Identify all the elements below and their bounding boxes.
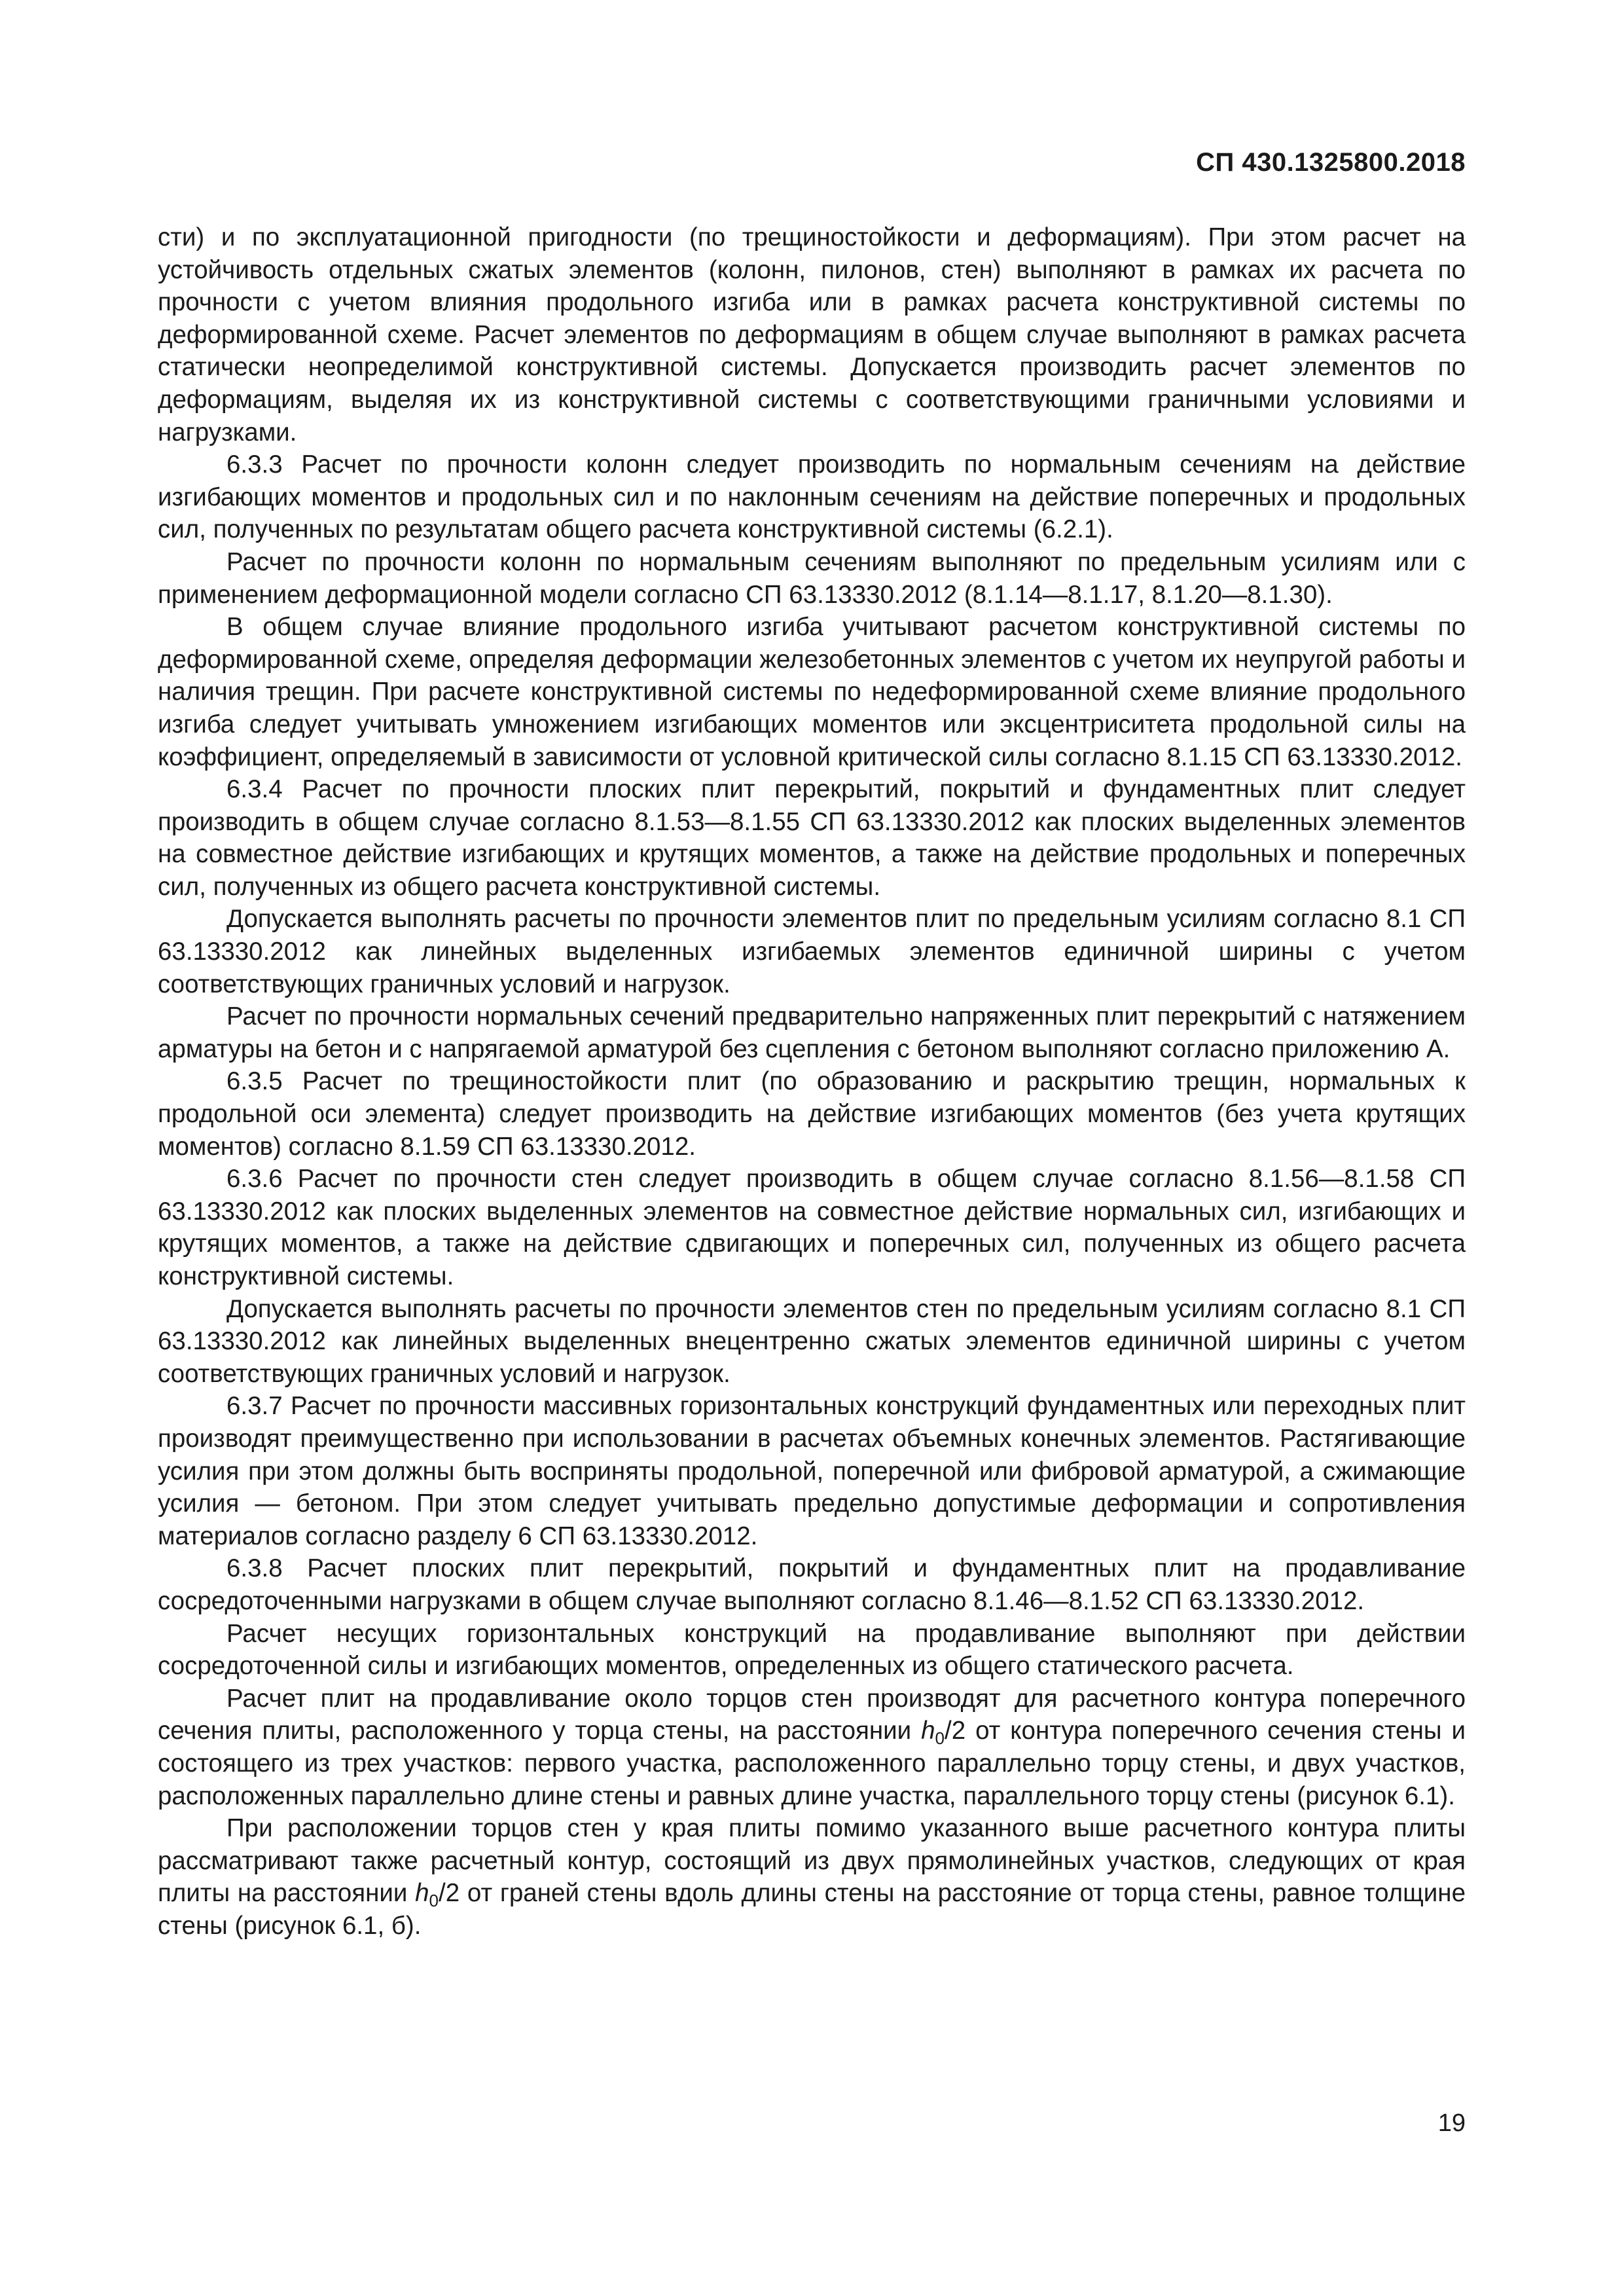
page-number: 19 (1437, 2109, 1466, 2137)
paragraph-wall-limit-forces: Допускается выполнять расчеты по прочности элементов стен по предельным усилиям согласно 8.1 СП 63.13330.2012 как линейных выделенных внецентренно сжатых элементов единичной ширины с учетом соответствующих граничных условий и нагрузок. (158, 1294, 1466, 1388)
document-code: СП 430.1325800.2018 (1196, 148, 1466, 177)
paragraph-6-3-7: 6.3.7 Расчет по прочности массивных горизонтальных конструкций фундаментных или переходных плит производят преимущественно при использовании в расчетах объемных конечных элементов. Растягивающие усилия при этом должны быть восприняты продольной, поперечной или фибровой арматурой, а сжимающие усилия — бетоном. При этом следует учитывать предельно допустимые деформации и сопротивления материалов согласно разделу 6 СП 63.13330.2012. (158, 1392, 1466, 1550)
paragraph-buckling-influence: В общем случае влияние продольного изгиба учитывают расчетом конструктивной системы по деформированной схеме, определяя деформации железобетонных элементов с учетом их неупругой работы и наличия трещин. При расчете конструктивной системы по недеформированной схеме влияние продольного изгиба следует учитывать умножением изгибающих моментов или эксцентриситета продольной силы на коэффициент, определяемый в зависимости от условной критической силы согласно 8.1.15 СП 63.13330.2012. (158, 613, 1466, 771)
paragraph-6-3-4: 6.3.4 Расчет по прочности плоских плит перекрытий, покрытий и фундаментных плит следует производить в общем случае согласно 8.1.53—8.1.55 СП 63.13330.2012 как плоских выделенных элементов на совместное действие изгибающих и крутящих моментов, а также на действие продольных и поперечных сил, полученных из общего расчета конструктивной системы. (158, 775, 1466, 901)
paragraph-6-3-6: 6.3.6 Расчет по прочности стен следует производить в общем случае согласно 8.1.56—8.1.58 СП 63.13330.2012 как плоских выделенных элементов на совместное действие нормальных сил, изгибающих и крутящих моментов, а также на действие сдвигающих и поперечных сил, полученных из общего расчета конструктивной системы. (158, 1165, 1466, 1290)
paragraph-slab-limit-forces: Допускается выполнять расчеты по прочности элементов плит по предельным усилиям согласно 8.1 СП 63.13330.2012 как линейных выделенных изгибаемых элементов единичной ширины с учетом соответствующих граничных условий и нагрузок. (158, 905, 1466, 998)
text-segment: При расположении торцов стен у края плиты помимо указанного выше расчетного контура плиты рассматривают также расчетный контур, состоящий из двух прямолинейных участков, следующих от края плиты на расстоянии (158, 1814, 1466, 1908)
math-subscript: 0 (935, 1728, 945, 1749)
text-segment: Расчет плит на продавливание около торцов стен производят для расчетного контура поперечного сечения плиты, расположенного у торца стены, на расстоянии (158, 1684, 1466, 1745)
paragraph-6-3-8: 6.3.8 Расчет плоских плит перекрытий, покрытий и фундаментных плит на продавливание сосредоточенными нагрузками в общем случае выполняют согласно 8.1.46—8.1.52 СП 63.13330.2012. (158, 1554, 1466, 1615)
text-segment: /2 от контура поперечного сечения стены и состоящего из трех участков: первого участка, расположенного параллельно торцу стены, и двух участков, расположенных параллельно длине стены и равных длине участка, параллельного торцу стены (рисунок 6.1). (158, 1717, 1466, 1810)
page-body (158, 221, 1466, 1942)
paragraph-6-3-3: 6.3.3 Расчет по прочности колонн следует производить по нормальным сечениям на действие изгибающих моментов и продольных сил и по наклонным сечениям на действие поперечных и продольных сил, полученных по результатам общего расчета конструктивной системы (6.2.1). (158, 450, 1466, 544)
text-segment: /2 от граней стены вдоль длины стены на расстояние от торца стены, равное толщине стены (рисунок 6.1, б). (158, 1879, 1466, 1940)
math-subscript: 0 (429, 1891, 439, 1911)
paragraph-prestressed-slabs: Расчет по прочности нормальных сечений предварительно напряженных плит перекрытий с натяжением арматуры на бетон и с напрягаемой арматурой без сцепления с бетоном выполняют согласно приложению А. (158, 1002, 1466, 1063)
paragraph-punching-horizontal: Расчет несущих горизонтальных конструкций на продавливание выполняют при действии сосредоточенной силы и изгибающих моментов, определенных из общего статического расчета. (158, 1619, 1466, 1681)
paragraph-6-3-5: 6.3.5 Расчет по трещиностойкости плит (по образованию и раскрытию трещин, нормальных к продольной оси элемента) следует производить на действие изгибающих моментов (без учета крутящих моментов) согласно 8.1.59 СП 63.13330.2012. (158, 1067, 1466, 1161)
paragraph-columns-normal-sections: Расчет по прочности колонн по нормальным сечениям выполняют по предельным усилиям или с применением деформационной модели согласно СП 63.13330.2012 (8.1.14—8.1.17, 8.1.20—8.1.30). (158, 547, 1466, 609)
paragraph-continuation: сти) и по эксплуатационной пригодности (по трещиностойкости и деформациям). При этом расчет на устойчивость отдельных сжатых элементов (колонн, пилонов, стен) выполняют в рамках их расчета по прочности с учетом влияния продольного изгиба или в рамках расчета конструктивной системы по деформированной схеме. Расчет элементов по деформациям в общем случае выполняют в рамках расчета статически неопределимой конструктивной системы. Допускается производить расчет элементов по деформациям, выделяя их из конструктивной системы с соответствующими граничными условиями и нагрузками. (158, 223, 1466, 446)
paragraph-punching-slab-edge (158, 1812, 1466, 1942)
math-symbol-h: h (921, 1717, 935, 1745)
math-symbol-h: h (415, 1879, 429, 1908)
paragraph-punching-wall-ends (158, 1683, 1466, 1812)
